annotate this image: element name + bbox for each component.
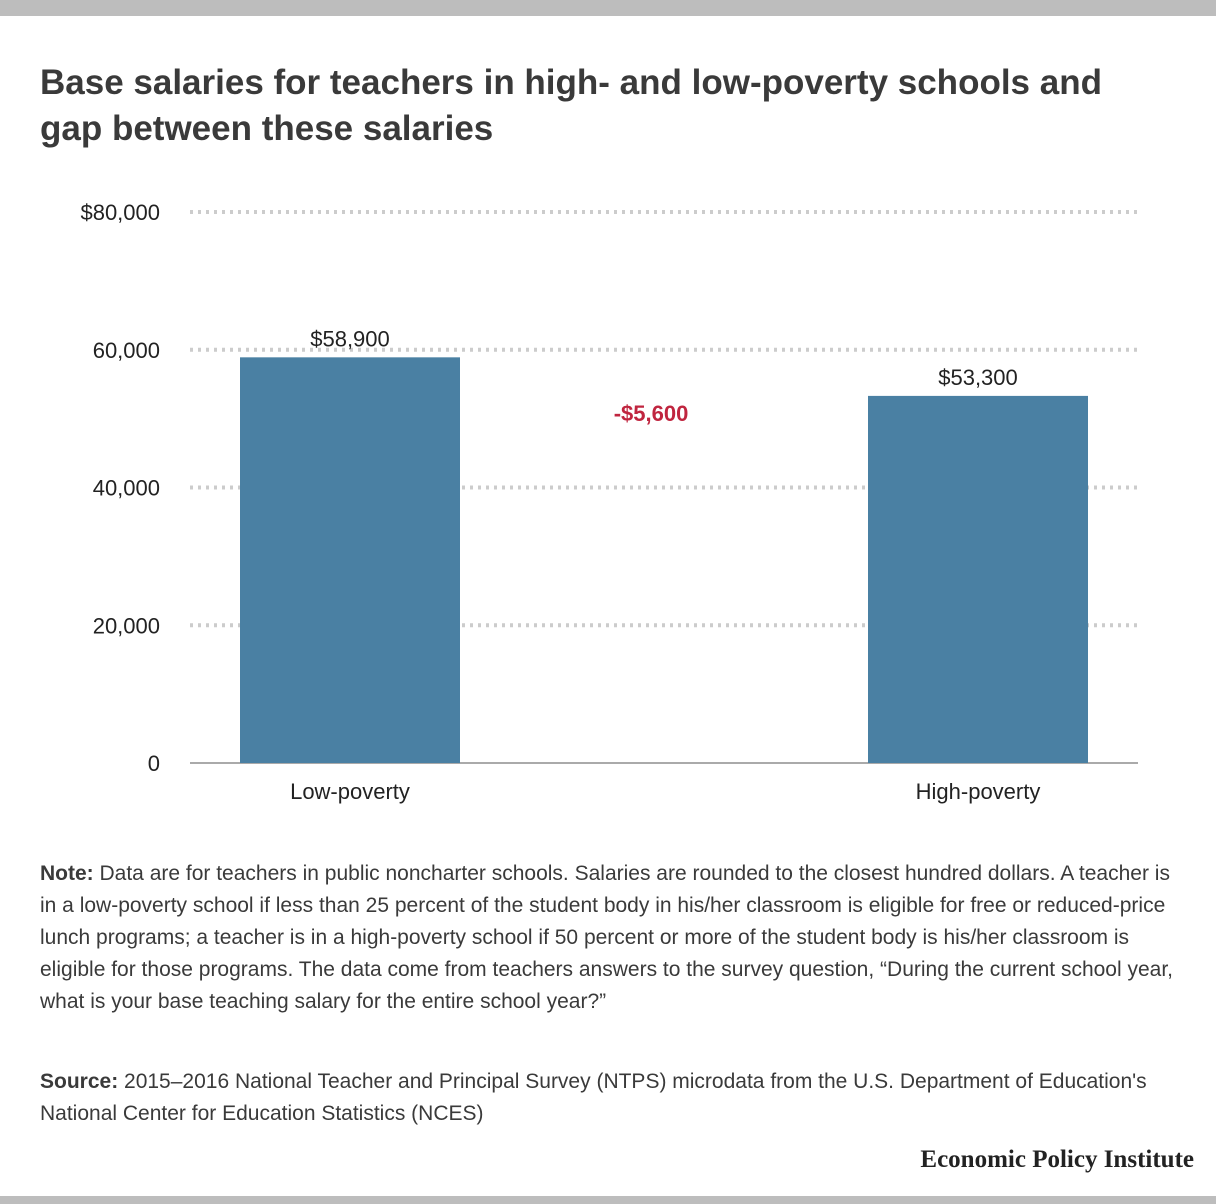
x-category-label: High-poverty — [915, 779, 1041, 804]
chart-title: Base salaries for teachers in high- and low-poverty schools and gap between these salaries — [40, 63, 1102, 148]
chart-source — [40, 1066, 1180, 1130]
x-category-label: Low-poverty — [290, 779, 410, 804]
y-tick-label-20000: 20,000 — [92, 613, 160, 639]
bottom-border-bar — [0, 1196, 1216, 1204]
source-text: 2015–2016 National Teacher and Principal Survey (NTPS) microdata from the U.S. Department of Education's National Center for Education Statistics (NCES) — [40, 1070, 1147, 1125]
top-border-bar — [0, 0, 1216, 16]
note-text: Data are for teachers in public noncharter schools. Salaries are rounded to the closest hundred dollars. A teacher is in a low-poverty school if less than 25 percent of the student body in his/her classroom is eligible for free or reduced-price lunch programs; a teacher is in a high-poverty school if 50 percent or more of the student body is his/her classroom is eligible for those programs. The data come from teachers answers to the survey question, “During the current school year, what is your base teaching salary for the entire school year?” — [40, 862, 1174, 1013]
note-label: Note: — [40, 862, 94, 885]
y-tick-label-40000: 40,000 — [92, 475, 160, 501]
chart-note — [40, 858, 1180, 1018]
y-tick-label-80000: $80,000 — [80, 200, 160, 225]
bar-low-poverty — [240, 357, 460, 763]
y-tick-label-0: 0 — [147, 751, 160, 776]
bar-high-poverty — [868, 396, 1088, 763]
source-label: Source: — [40, 1070, 119, 1093]
bar-chart — [0, 190, 1216, 820]
y-tick-label-60000: 60,000 — [92, 337, 160, 363]
bar-value-label: $53,300 — [938, 364, 1018, 390]
epi-logo-text: Economic Policy Institute — [920, 1146, 1194, 1173]
bar-value-label: $58,900 — [310, 326, 390, 352]
salary-gap-annotation: -$5,600 — [613, 401, 689, 426]
